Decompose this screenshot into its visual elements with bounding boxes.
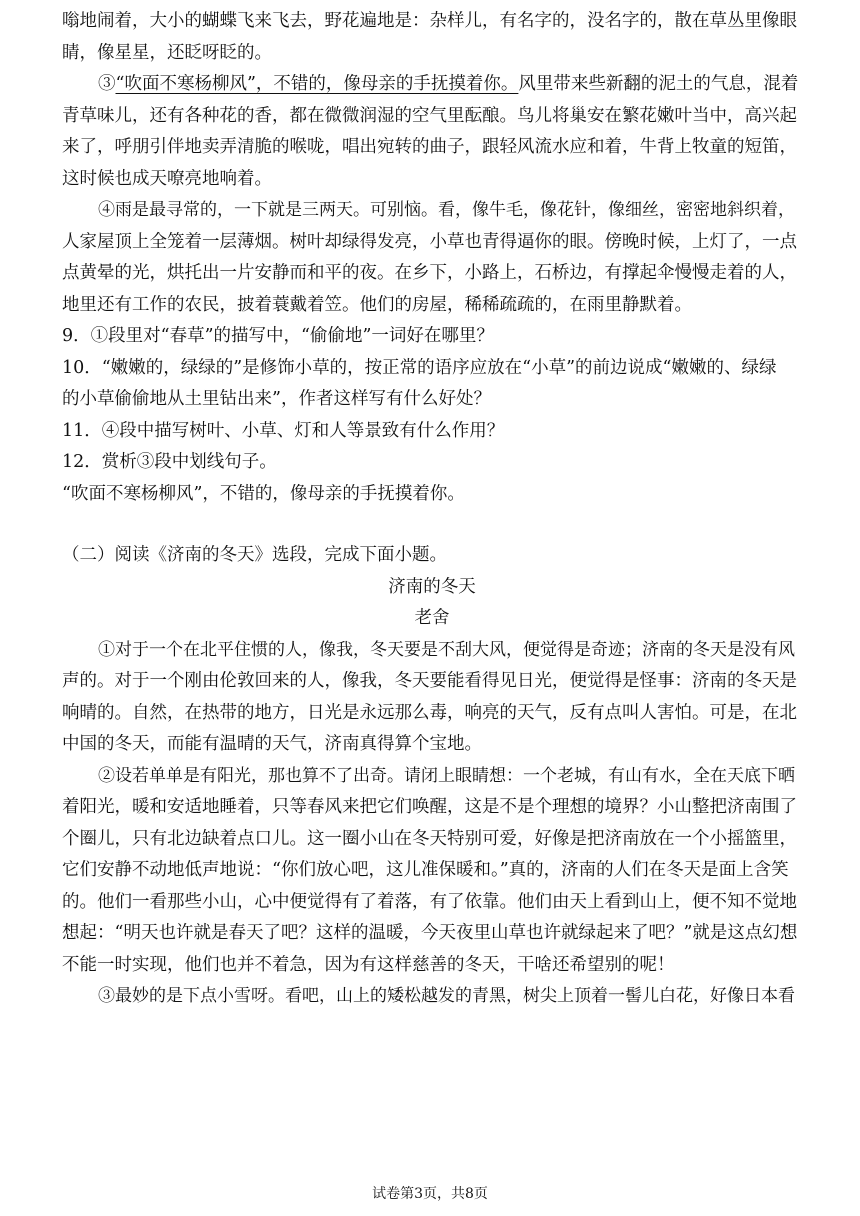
question-12-quote: “吹面不寒杨柳风”，不错的，像母亲的手抚摸着你。 [62, 483, 465, 504]
text-line: 个圈儿，只有北边缺着点口儿。这一圈小山在冬天特别可爱，好像是把济南放在一个小摇篮里， [62, 828, 797, 849]
paragraph-2-line: ②设若单单是有阳光，那也算不了出奇。请闭上眼睛想：一个老城，有山有水，全在天底下晒 [98, 765, 795, 786]
paragraph-number: ③ [98, 74, 116, 94]
passage-title: 济南的冬天 [388, 576, 476, 597]
text-line: 人家屋顶上全笼着一层薄烟。树叶却绿得发亮，小草也青得逼你的眼。傍晚时候，上灯了，一点 [62, 231, 797, 252]
passage-spring [62, 6, 802, 321]
text-line: 来了，呼朋引伴地卖弄清脆的喉咙，唱出宛转的曲子，跟轻风流水应和着，牛背上牧童的短笛， [62, 137, 797, 157]
text-line: 中国的冬天，而能有温晴的天气，济南真得算个宝地。 [62, 734, 482, 754]
question-10-cont: 的小草偷偷地从土里钻出来”，作者这样写有什么好处？ [62, 389, 491, 409]
text-line: 点黄晕的光，烘托出一片安静而和平的夜。在乡下，小路上，石桥边，有撑起伞慢慢走着的人， [62, 263, 797, 283]
text-line: 它们安静不动地低声地说：“你们放心吧，这儿准保暖和。”真的，济南的人们在冬天是面上含笑 [62, 860, 789, 880]
text-line: 响晴的。自然，在热带的地方，日光是永远那么毒，响亮的天气，反有点叫人害怕。可是，在北 [62, 702, 797, 723]
exam-page [62, 6, 802, 1013]
underlined-sentence: “吹面不寒杨柳风”，不错的，像母亲的手抚摸着你。 [115, 74, 519, 94]
section-heading: （二）阅读《济南的冬天》选段，完成下面小题。 [62, 545, 447, 565]
text-line: 声的。对于一个刚由伦敦回来的人，像我，冬天要能看得见日光，便觉得是怪事：济南的冬天是 [62, 671, 797, 691]
text-line: 的。他们一看那些小山，心中便觉得有了着落，有了依靠。他们由天上看到山上，便不知不觉地 [62, 891, 797, 912]
text-line: 这时候也成天嘹亮地响着。 [62, 168, 272, 189]
question-10: 10．“嫩嫩的，绿绿的”是修饰小草的，按正常的语序应放在“小草”的前边说成“嫩嫩的、绿绿 [62, 357, 777, 378]
page-footer: 试卷第3页，共8页 [372, 1186, 488, 1202]
text-line: 着阳光，暖和安适地睡着，只等春风来把它们唤醒，这是不是个理想的境界？小山整把济南围了 [62, 797, 797, 817]
paragraph-1-line: ①对于一个在北平住惯的人，像我，冬天要是不刮大风，便觉得是奇迹；济南的冬天是没有风 [98, 639, 795, 660]
text-line: 嗡地闹着，大小的蝴蝶飞来飞去，野花遍地是：杂样儿，有名字的，没名字的，散在草丛里像眼 [62, 11, 797, 31]
text-line: 睛，像星星，还眨呀眨的。 [62, 42, 272, 63]
text-line: 不能一时实现，他们也并不着急，因为有这样慈善的冬天，干啥还希望别的呢！ [62, 954, 675, 975]
text-line: 地里还有工作的农民，披着蓑戴着笠。他们的房屋，稀稀疏疏的，在雨里静默着。 [62, 294, 692, 315]
paragraph-4-line: ④雨是最寻常的，一下就是三两天。可别恼。看，像牛毛，像花针，像细丝，密密地斜织着， [98, 200, 795, 220]
question-11: 11．④段中描写树叶、小草、灯和人等景致有什么作用？ [62, 420, 505, 441]
text-line: 青草味儿，还有各种花的香，都在微微润湿的空气里酝酿。鸟儿将巢安在繁花嫩叶当中，高兴起 [62, 105, 797, 126]
passage-author: 老舍 [414, 608, 450, 628]
paragraph-3-line [62, 69, 802, 101]
question-12: 12．赏析③段中划线句子。 [62, 452, 277, 472]
paragraph-3-line: ③最妙的是下点小雪呀。看吧，山上的矮松越发的青黑，树尖上顶着一髻儿白花，好像日本看 [98, 986, 795, 1006]
question-9: 9．①段里对“春草”的描写中，“偷偷地”一词好在哪里？ [62, 326, 494, 346]
questions [62, 321, 802, 510]
section-jinan [62, 540, 802, 1013]
text-line: 想起：“明天也许就是春天了吧？这样的温暖，今天夜里山草也许就绿起来了吧？”就是这点幻想 [62, 923, 798, 943]
spacer [62, 510, 802, 540]
text-span: 风里带来些新翻的泥土的气息，混着 [518, 74, 799, 94]
